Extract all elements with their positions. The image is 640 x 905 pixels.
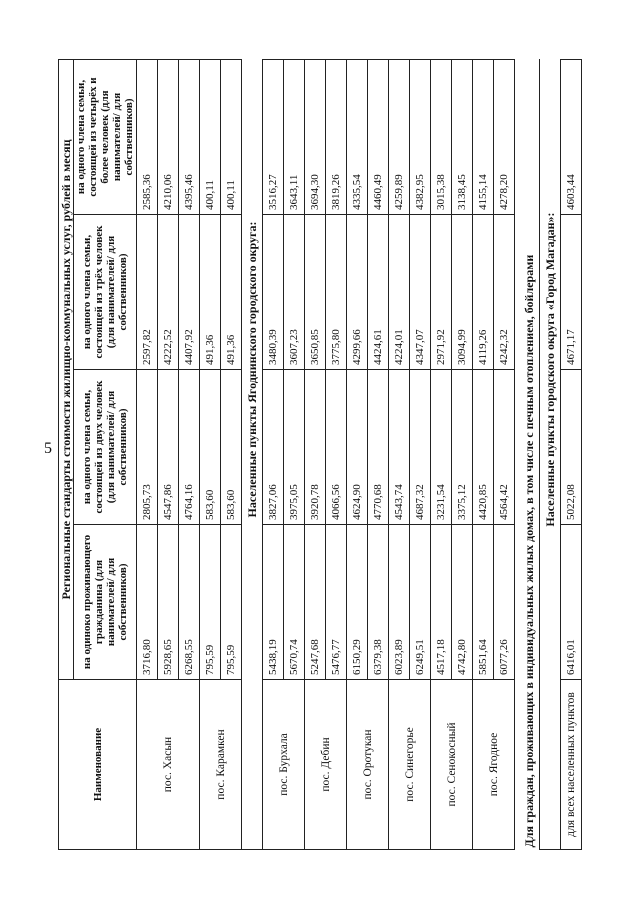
table-row: [473, 60, 494, 850]
table-body-yagodninsky: [263, 60, 515, 850]
table-cell: 400,11: [200, 60, 221, 215]
table-cell: 4687,32: [410, 370, 431, 525]
table-cell: 2971,92: [431, 215, 452, 370]
table-cell: 3694,30: [305, 60, 326, 215]
name-column-header: Наименование: [59, 680, 137, 850]
table-cell: 4155,14: [473, 60, 494, 215]
table-row: [561, 60, 582, 850]
table-cell: 3138,45: [452, 60, 473, 215]
table-cell: 4547,86: [158, 370, 179, 525]
table-cell: 5928,65: [158, 525, 179, 680]
settlement-name: пос. Оротукан: [347, 680, 389, 850]
table-cell: 3819,26: [326, 60, 347, 215]
table-cell: 5851,64: [473, 525, 494, 680]
table-cell: 4119,26: [473, 215, 494, 370]
settlement-name: пос. Хасын: [137, 680, 200, 850]
standards-table: [58, 59, 582, 850]
page-number: 5: [44, 440, 52, 457]
table-cell: 4770,68: [368, 370, 389, 525]
table-cell: 4460,49: [368, 60, 389, 215]
section-heading: Населенные пункты Ягоднинского городского округа:: [242, 60, 263, 680]
table-cell: 5438,19: [263, 525, 284, 680]
table-cell: 4066,56: [326, 370, 347, 525]
table-cell: 795,59: [221, 525, 242, 680]
settlement-name: пос. Ягодное: [473, 680, 515, 850]
section-heading-magadan: Населенные пункты городского округа «Город Магадан»:: [540, 60, 561, 680]
table-cell: 583,60: [221, 370, 242, 525]
table-cell: 3094,99: [452, 215, 473, 370]
section-boilers: [515, 60, 582, 850]
table-cell: 4407,92: [179, 215, 200, 370]
table-cell: 2597,82: [137, 215, 158, 370]
rotated-table-container: [58, 60, 588, 850]
table-cell: 4624,90: [347, 370, 368, 525]
table-cell: 5670,74: [284, 525, 305, 680]
settlement-name: пос. Синегорье: [389, 680, 431, 850]
settlement-name: пос. Бурхала: [263, 680, 305, 850]
table-cell: 3975,05: [284, 370, 305, 525]
column-header-single: на одиноко проживающего гражданина (для нанимателей/ для собственников): [74, 525, 137, 680]
table-cell: 3516,27: [263, 60, 284, 215]
table-cell: 3716,80: [137, 525, 158, 680]
table-cell: 4210,06: [158, 60, 179, 215]
table-cell: 4259,89: [389, 60, 410, 215]
table-cell: 4603,44: [561, 60, 582, 215]
table-cell: 6268,55: [179, 525, 200, 680]
table-row: [200, 60, 221, 850]
table-cell: 4278,20: [494, 60, 515, 215]
table-cell: 6249,51: [410, 525, 431, 680]
table-cell: 4242,32: [494, 215, 515, 370]
table-row: [263, 60, 284, 850]
table-cell: 6077,26: [494, 525, 515, 680]
table-cell: 4564,42: [494, 370, 515, 525]
table-row: [137, 60, 158, 850]
table-cell: 6416,01: [561, 525, 582, 680]
table-body-top: [137, 60, 242, 850]
table-row: [431, 60, 452, 850]
table-cell: 4671,17: [561, 215, 582, 370]
table-cell: 491,36: [221, 215, 242, 370]
table-cell: 6150,29: [347, 525, 368, 680]
table-cell: 4420,85: [473, 370, 494, 525]
main-header: Региональные стандарты стоимости жилищно-коммунальных услуг, рублей в месяц: [59, 60, 74, 680]
table-cell: 3643,11: [284, 60, 305, 215]
table-cell: 491,36: [200, 215, 221, 370]
column-header-three: на одного члена семьи, состоящей из трёх человек (для нанимателей/ для собственников): [74, 215, 137, 370]
table-cell: 3775,80: [326, 215, 347, 370]
table-cell: 4764,16: [179, 370, 200, 525]
table-cell: 583,60: [200, 370, 221, 525]
column-header-four-plus: на одного члена семьи, состоящей из четырёх и более человек (для нанимателей/ для собственников): [74, 60, 137, 215]
row-name: для всех населенных пунктов: [561, 680, 582, 850]
table-row: [389, 60, 410, 850]
column-header-two: на одного члена семьи, состоящей из двух человек (для нанимателей/ для собственников): [74, 370, 137, 525]
table-cell: 4742,80: [452, 525, 473, 680]
table-cell: 3650,85: [305, 215, 326, 370]
section-yagodninsky: [242, 60, 263, 850]
table-cell: 4395,46: [179, 60, 200, 215]
table-cell: 3015,38: [431, 60, 452, 215]
table-cell: 5476,77: [326, 525, 347, 680]
table-cell: 5247,68: [305, 525, 326, 680]
table-cell: 3827,06: [263, 370, 284, 525]
table-cell: 4347,07: [410, 215, 431, 370]
table-cell: 5022,08: [561, 370, 582, 525]
table-cell: 3375,12: [452, 370, 473, 525]
settlement-name: пос. Карамкен: [200, 680, 242, 850]
table-cell: 4299,66: [347, 215, 368, 370]
settlement-name: пос. Дебин: [305, 680, 347, 850]
table-cell: 4224,01: [389, 215, 410, 370]
table-cell: 400,11: [221, 60, 242, 215]
table-row: [305, 60, 326, 850]
table-cell: 3920,78: [305, 370, 326, 525]
table-row: [347, 60, 368, 850]
table-cell: 4335,54: [347, 60, 368, 215]
table-cell: 2585,36: [137, 60, 158, 215]
table-cell: 3480,39: [263, 215, 284, 370]
boilers-note: Для граждан, проживающих в индивидуальных жилых домах, в том числе с печным отоплением, бойлерами: [522, 254, 536, 848]
table-cell: 6023,89: [389, 525, 410, 680]
table-cell: 6379,38: [368, 525, 389, 680]
table-cell: 4382,95: [410, 60, 431, 215]
table-cell: 3231,54: [431, 370, 452, 525]
settlement-name: пос. Сенокосный: [431, 680, 473, 850]
table-cell: 4222,52: [158, 215, 179, 370]
table-cell: 3607,23: [284, 215, 305, 370]
table-cell: 4543,74: [389, 370, 410, 525]
table-cell: 4424,61: [368, 215, 389, 370]
table-cell: 4517,18: [431, 525, 452, 680]
table-cell: 795,59: [200, 525, 221, 680]
table-cell: 2805,73: [137, 370, 158, 525]
